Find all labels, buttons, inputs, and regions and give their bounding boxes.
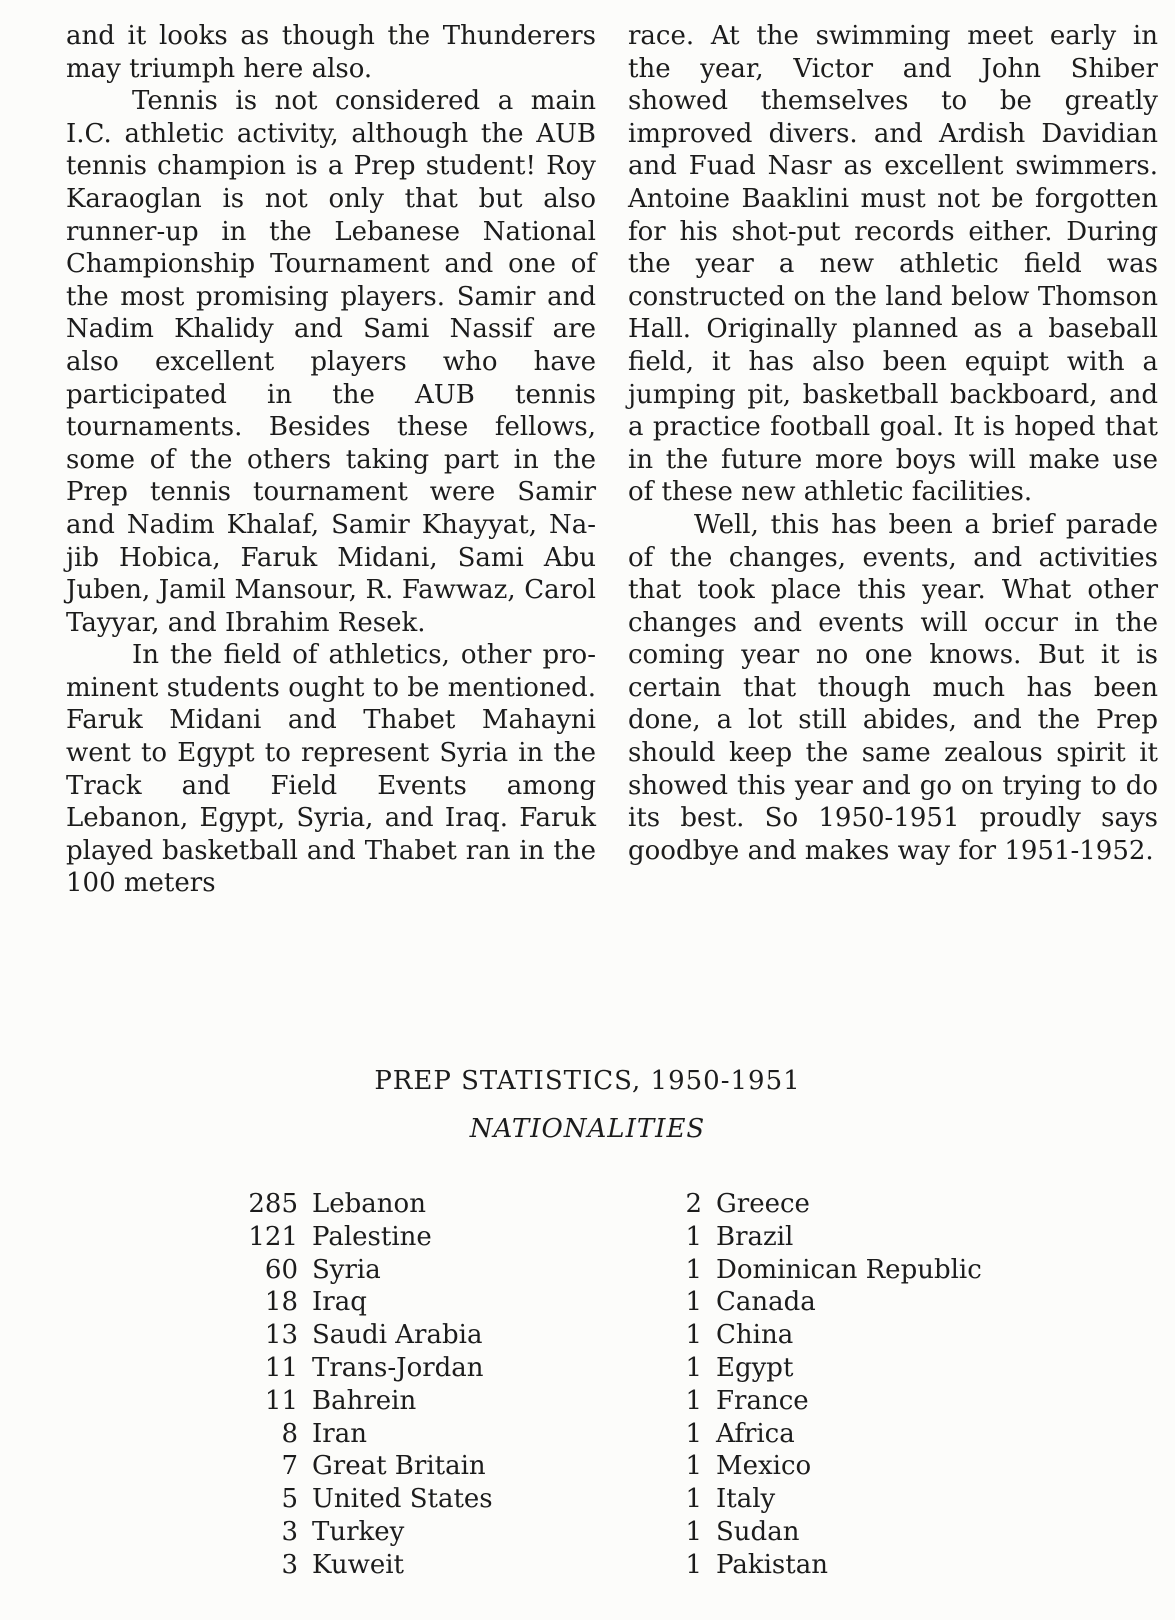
nationality-count: 1: [685, 1352, 702, 1383]
nationality-row: [680, 1254, 982, 1287]
nationality-country: Saudi Arabia: [312, 1320, 483, 1351]
nationality-count: 60: [264, 1254, 298, 1285]
nationality-country: Italy: [716, 1484, 776, 1515]
nationality-country: Mexico: [716, 1451, 812, 1482]
statistics-subtitle: NATIONALITIES: [469, 1114, 706, 1144]
nationality-row: [680, 1516, 982, 1549]
nationality-count: 1: [685, 1484, 702, 1515]
nationality-row: [230, 1549, 493, 1582]
nationality-row: [230, 1418, 493, 1451]
nationality-country: Pakistan: [716, 1549, 828, 1580]
nationality-count: 3: [281, 1516, 298, 1547]
nationality-country: Syria: [312, 1254, 381, 1285]
nationality-country: France: [716, 1385, 809, 1416]
nationality-row: [230, 1319, 493, 1352]
nationality-country: Greece: [716, 1189, 810, 1219]
nationality-count: 1: [685, 1221, 702, 1252]
article-paragraph: In the field of athletics, other prominent students ought to be mentioned. Faruk Midani and Thabet Mahayni went to Egypt to represent Syria in the Track and Field Events among Lebanon, Egypt, Syria, and Iraq. Faruk played basketball and Thabet ran in the 100 meters: [66, 640, 596, 899]
nationality-row: [230, 1221, 493, 1254]
nationality-country: Dominican Republic: [716, 1254, 982, 1285]
nationality-row: [230, 1286, 493, 1319]
nationality-row: [230, 1385, 493, 1418]
nationality-country: Iran: [312, 1418, 367, 1449]
nationality-row: [680, 1549, 982, 1582]
nationality-country: Egypt: [716, 1352, 794, 1383]
nationality-row: [230, 1450, 493, 1483]
article-paragraph: Tennis is not considered a main I.C. athletic activity, although the AUB tennis champion is a Prep student! Roy Karaoglan is not only that but also runner-up in the Lebanese National Championship Tournament and one of the most promising players. Samir and Nadim Khalidy and Sami Nassif are also excellent players who have participated in the AUB tennis tournaments. Besides these fellows, some of the others taking part in the Prep tennis tournament were Samir and Nadim Khalaf, Samir Khayyat, Najib Hobica, Faruk Midani, Sami Abu Juben, Jamil Mansour, R. Fawwaz, Carol Tayyar, and Ibrahim Resek.: [66, 86, 596, 638]
nationality-row: [230, 1352, 493, 1385]
nationality-country: United States: [312, 1484, 493, 1515]
nationality-country: Palestine: [312, 1221, 432, 1252]
article-column-right: [628, 20, 1158, 867]
nationality-count: 285: [248, 1189, 298, 1219]
nationality-row: [680, 1221, 982, 1254]
nationality-row: [680, 1483, 982, 1516]
nationality-row: [230, 1254, 493, 1287]
nationality-row: [680, 1352, 982, 1385]
article-column-left: [66, 20, 596, 900]
nationality-count: 1: [685, 1549, 702, 1580]
nationality-country: China: [716, 1320, 794, 1351]
nationality-count: 5: [281, 1484, 298, 1515]
nationality-row: [230, 1483, 493, 1516]
nationality-row: [680, 1450, 982, 1483]
nationalities-list-left: [230, 1188, 493, 1582]
nationality-count: 13: [264, 1320, 298, 1351]
nationality-row: [680, 1188, 982, 1221]
nationality-count: 2: [685, 1189, 702, 1219]
nationality-row: [680, 1286, 982, 1319]
nationality-country: Turkey: [312, 1516, 405, 1547]
nationalities-list-right: [680, 1188, 982, 1582]
nationality-country: Great Britain: [312, 1451, 486, 1482]
nationality-count: 3: [281, 1549, 298, 1580]
nationality-count: 121: [248, 1221, 298, 1252]
nationality-row: [230, 1516, 493, 1549]
nationality-row: [680, 1319, 982, 1352]
nationality-count: 1: [685, 1451, 702, 1482]
statistics-title: PREP STATISTICS, 1950-1951: [374, 1066, 801, 1096]
nationality-row: [680, 1418, 982, 1451]
nationality-count: 7: [281, 1451, 298, 1482]
nationality-country: Lebanon: [312, 1189, 426, 1219]
nationality-country: Canada: [716, 1287, 816, 1318]
nationality-country: Africa: [716, 1418, 795, 1449]
nationality-country: Brazil: [716, 1221, 794, 1252]
nationality-count: 8: [281, 1418, 298, 1449]
article-paragraph: and it looks as though the Thunderers may triumph here also.: [66, 21, 596, 84]
nationality-row: [680, 1385, 982, 1418]
article-paragraph: race. At the swimming meet early in the year, Victor and John Shiber showed themselves to be greatly improved divers. and Ardish Davidian and Fuad Nasr as excellent swimmers. Antoine Baaklini must not be forgotten for his shot-put records either. During the year a new athletic field was constructed on the land below Thomson Hall. Originally planned as a baseball field, it has also been equipt with a jumping pit, basketball backboard, and a practice football goal. It is hoped that in the future more boys will make use of these new athletic facilities.: [628, 21, 1158, 508]
nationality-country: Sudan: [716, 1516, 800, 1547]
nationality-count: 1: [685, 1418, 702, 1449]
nationality-country: Trans-Jordan: [312, 1352, 484, 1383]
nationality-row: [230, 1188, 493, 1221]
nationality-count: 11: [264, 1352, 298, 1383]
nationality-count: 1: [685, 1516, 702, 1547]
nationality-country: Iraq: [312, 1287, 367, 1318]
nationality-country: Bahrein: [312, 1385, 417, 1416]
nationality-country: Kuweit: [312, 1549, 405, 1580]
nationality-count: 1: [685, 1287, 702, 1318]
article-paragraph: Well, this has been a brief parade of the changes, events, and activities that took place this year. What other changes and events will occur in the coming year no one knows. But it is certain that though much has been done, a lot still abides, and the Prep should keep the same zealous spirit it showed this year and go on trying to do its best. So 1950-1951 proudly says goodbye and makes way for 1951-1952.: [628, 509, 1158, 866]
nationality-count: 1: [685, 1320, 702, 1351]
nationality-count: 1: [685, 1385, 702, 1416]
nationality-count: 18: [264, 1287, 298, 1318]
nationality-count: 1: [685, 1254, 702, 1285]
nationality-count: 11: [264, 1385, 298, 1416]
